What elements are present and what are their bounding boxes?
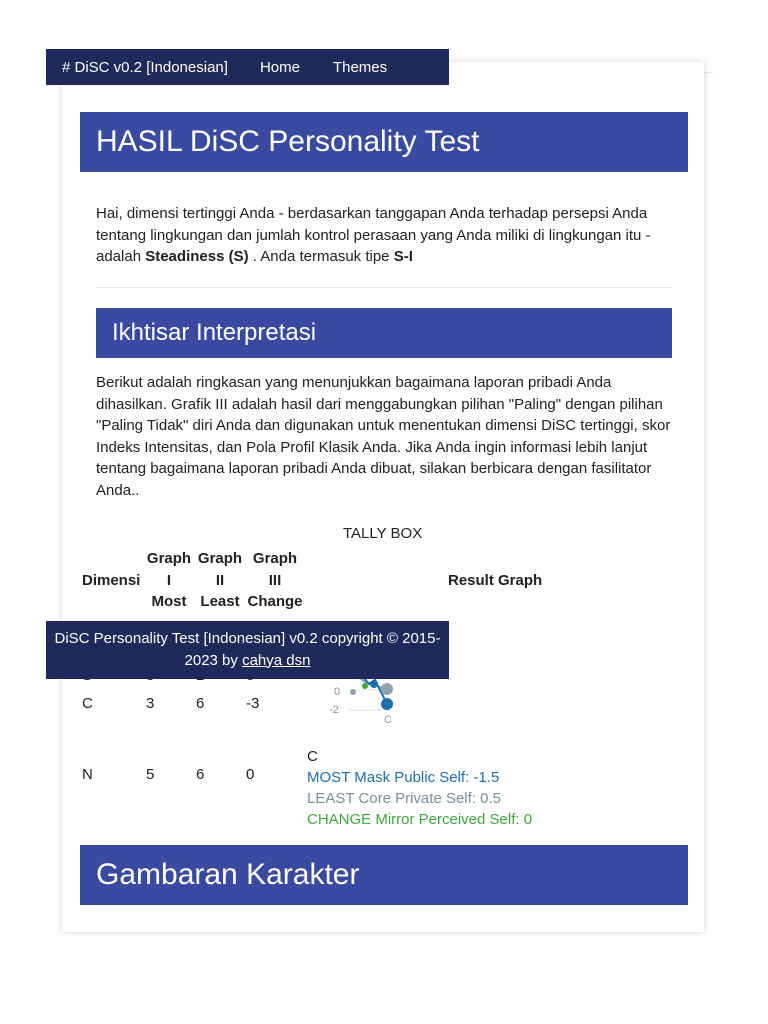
tally-header-graph-2-line2: II (215, 571, 225, 589)
result-graph-most-point (370, 680, 378, 688)
section-title-banner (96, 308, 672, 358)
tally-row-c-change: -3 (246, 695, 260, 712)
tally-header-graph-2 (194, 548, 246, 613)
intro-paragraph (96, 203, 676, 268)
result-graph-change-point (362, 683, 368, 689)
tally-header-graph-1-line3: Most (151, 593, 187, 610)
tally-row-n-change: 0 (246, 766, 255, 783)
section-divider (96, 287, 672, 288)
tally-header-graph-2-line1: Graph (197, 550, 243, 567)
intro-text-1: Hai, dimensi tertinggi Anda - berdasarkan tanggapan Anda terhadap persepsi Anda tentang lingkungan dan jumlah kontrol perasaan yang Anda miliki di lingkungan itu - adalah (96, 205, 651, 265)
tally-header-graph-1-line2: I (166, 571, 172, 589)
tally-header-graph-3-line1: Graph (252, 550, 298, 567)
result-legend-change: CHANGE Mirror Perceived Self: 0 (307, 811, 533, 828)
page-title-banner (80, 112, 688, 172)
tally-row-n-dim: N (82, 766, 93, 783)
result-graph-chart (325, 670, 405, 730)
tally-box-title: TALLY BOX (343, 525, 423, 542)
tally-header-graph-3-line2: III (268, 571, 282, 589)
intro-dimension: Steadiness (S) (145, 248, 249, 265)
tally-row-c-most: 3 (146, 695, 155, 712)
intro-text-2: . Anda termasuk tipe (252, 248, 390, 265)
tally-row-n-least: 6 (196, 766, 205, 783)
nav-home-link[interactable]: Home (259, 58, 300, 76)
top-navbar (46, 49, 449, 85)
result-graph-least-point-c (381, 683, 393, 695)
footer-copyright-text: DiSC Personality Test [Indonesian] v0.2 copyright © 2015-2023 by (54, 630, 441, 669)
tally-header-graph-1-line1: Graph (146, 550, 192, 567)
tally-header-graph-3 (244, 548, 306, 613)
result-graph-ytick-neg2: -2 (329, 704, 339, 716)
intro-type: S-I (393, 248, 413, 265)
tally-row-c-dim: C (82, 695, 93, 712)
tally-row-c-least: 6 (196, 695, 205, 712)
tally-row-n-most: 5 (146, 766, 155, 783)
nav-brand-link[interactable]: # DiSC v0.2 [Indonesian] (62, 58, 228, 76)
result-graph-xlabel: C (384, 714, 392, 726)
page-title: HASIL DiSC Personality Test (96, 125, 480, 158)
character-title: Gambaran Karakter (96, 858, 360, 891)
tally-header-result-graph: Result Graph (448, 572, 543, 589)
sticky-footer (46, 621, 449, 679)
footer-author-link[interactable]: cahya dsn (242, 651, 311, 669)
result-graph-most-point-c (381, 698, 393, 710)
result-legend-title: C (307, 748, 318, 765)
tally-header-dimensi: Dimensi (82, 572, 141, 589)
summary-paragraph: Berikut adalah ringkasan yang menunjukkan bagaimana laporan pribadi Anda dihasilkan. Grafik III adalah hasil dari menggabungkan pilihan "Paling" dengan pilihan "Paling Tidak" diri Anda dan digunakan untuk menentukan dimensi DiSC tertinggi, skor Indeks Intensitas, dan Pola Profil Klasik Anda. Jika Anda ingin informasi lebih lanjut tentang bagaimana laporan pribadi Anda dibuat, silakan berbicara dengan fasilitator Anda.. (96, 374, 671, 499)
result-graph-ytick-0: 0 (334, 686, 341, 698)
result-graph-least-point (350, 689, 356, 695)
result-legend-most: MOST Mask Public Self: -1.5 (307, 769, 500, 786)
tally-header-graph-1 (142, 548, 196, 613)
character-title-banner (80, 845, 688, 905)
section-title: Ikhtisar Interpretasi (112, 319, 317, 346)
tally-header-graph-3-line3: Change (247, 593, 303, 610)
nav-themes-link[interactable]: Themes (332, 58, 388, 76)
tally-header-graph-2-line3: Least (200, 593, 240, 610)
result-legend-least: LEAST Core Private Self: 0.5 (307, 790, 501, 807)
